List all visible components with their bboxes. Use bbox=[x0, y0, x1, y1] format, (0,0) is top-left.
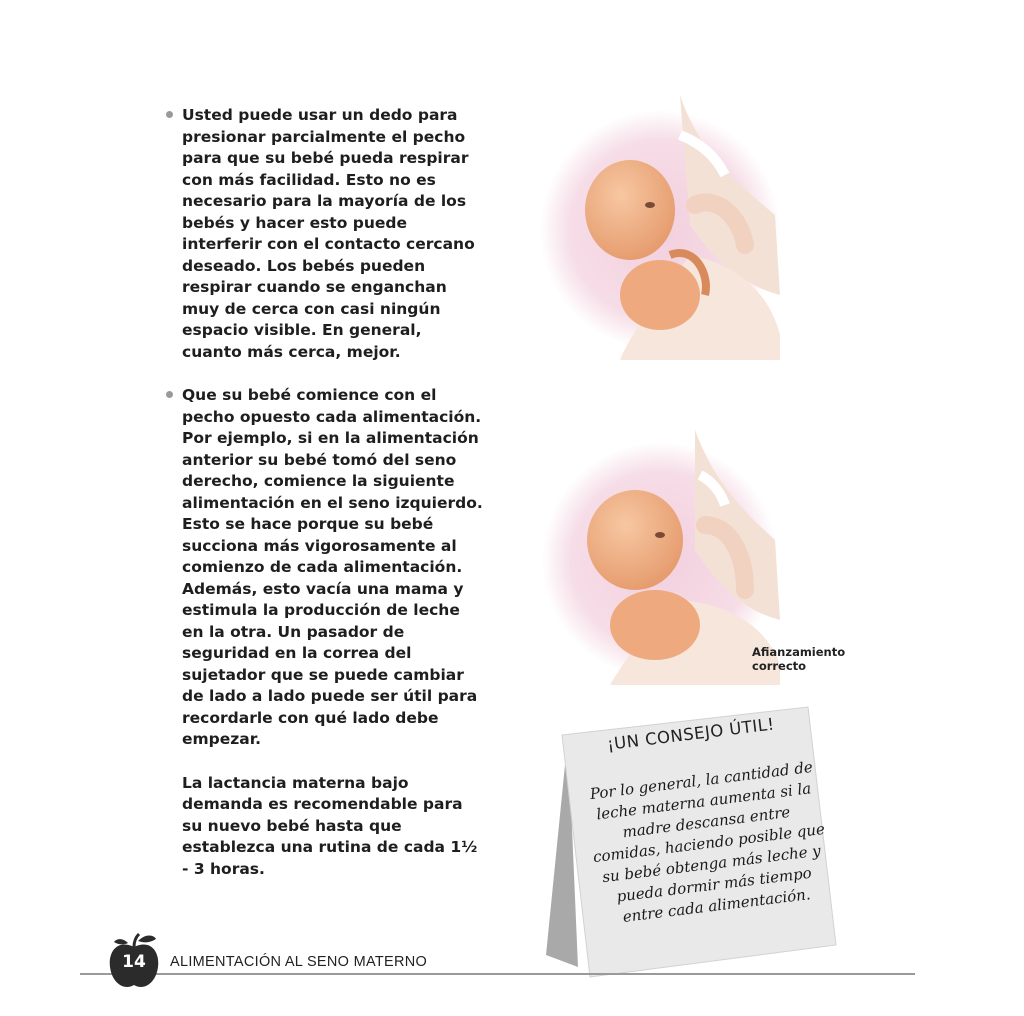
bullet-text: Que su bebé comience con el pecho opuesto cada alimentación. Por ejemplo, si en la alimentación anterior su bebé tomó del seno derecho, comience la siguiente alimentación en el seno izquierdo. Esto se hace porque su bebé succiona más vigorosamente al comienzo de cada alimentación. Además, esto vacía una mama y estimula la producción de leche en la otra. Un pasador de seguridad en la correa del sujetador que se puede cambiar de lado a lado puede ser útil para recordarle con qué lado debe empezar. bbox=[182, 386, 483, 748]
illustration-caption bbox=[752, 645, 845, 673]
tip-title: ¡UN CONSEJO ÚTIL! bbox=[606, 714, 776, 754]
main-text-column bbox=[166, 105, 486, 880]
bullet-dot-icon bbox=[166, 391, 173, 398]
bullet-text: Usted puede usar un dedo para presionar parcialmente el pecho para que su bebé pueda respirar con más facilidad. Esto no es necesario para la mayoría de los bebés y hacer esto puede interferir con el contacto cercano deseado. Los bebés pueden respirar cuando se enganchan muy de cerca con casi ningún espacio visible. En general, cuanto más cerca, mejor. bbox=[182, 106, 475, 361]
caption-line: Afianzamiento bbox=[752, 645, 846, 659]
page-number: 14 bbox=[122, 952, 146, 972]
caption-line: correcto bbox=[752, 659, 807, 673]
bullet-item bbox=[166, 385, 486, 751]
footer-title: ALIMENTACIÓN AL SENO MATERNO bbox=[170, 954, 428, 970]
footer-divider bbox=[80, 973, 915, 975]
bullet-dot-icon bbox=[166, 111, 173, 118]
closing-paragraph: La lactancia materna bajo demanda es recomendable para su nuevo bebé hasta que establezca una rutina de cada 1½ - 3 horas. bbox=[182, 773, 478, 878]
tip-text: Por lo general, la cantidad de leche materna aumenta si la madre descansa entre comidas, haciendo posible que su bebé obtenga más leche y pueda dormir más tiempo entre cada alimentación. bbox=[588, 757, 826, 926]
bullet-item bbox=[166, 105, 486, 363]
breastfeeding-illustration-2 bbox=[530, 430, 780, 685]
breastfeeding-illustration-1 bbox=[530, 95, 780, 360]
